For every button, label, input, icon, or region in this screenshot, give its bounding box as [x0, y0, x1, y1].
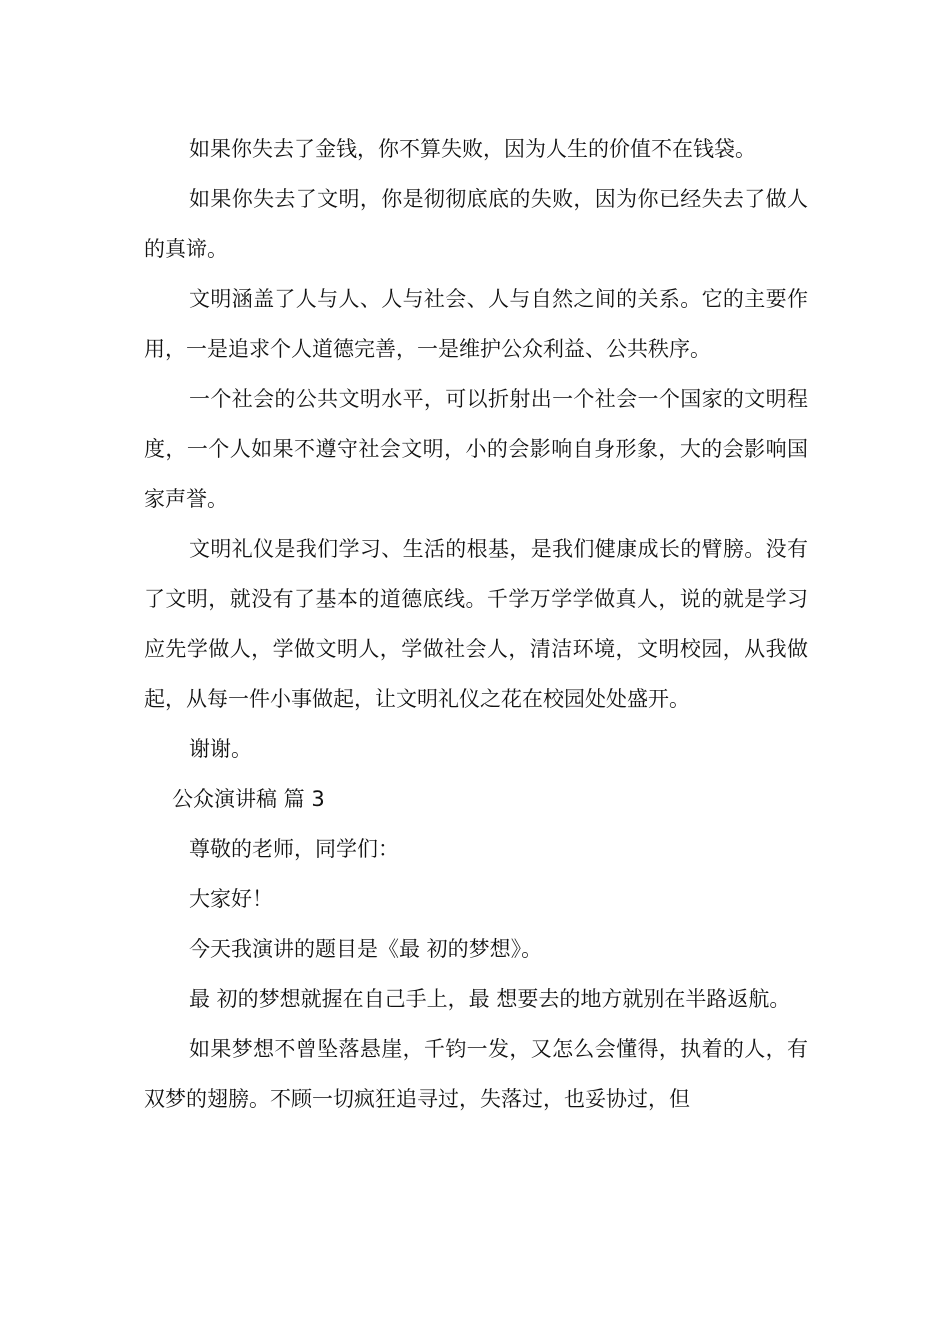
paragraph: 如果你失去了金钱，你不算失败，因为人生的价值不在钱袋。: [189, 137, 756, 161]
document-body: [144, 124, 808, 1124]
paragraph: 文明礼仪是我们学习、生活的根基，是我们健康成长的臂膀。没有了文明，就没有了基本的道德底线。千学万学学做真人，说的就是学习应先学做人，学做文明人，学做社会人，清洁环境，文明校园，从我做起，从每一件小事做起，让文明礼仪之花在校园处处盛开。: [144, 537, 808, 711]
paragraph: 如果梦想不曾坠落悬崖，千钧一发，又怎么会懂得，执着的人，有双梦的翅膀。不顾一切疯狂追寻过，失落过，也妥协过，但: [144, 1037, 808, 1111]
greeting-paragraph: 尊敬的老师，同学们：: [189, 837, 399, 861]
closing-paragraph: 谢谢。: [189, 737, 252, 761]
paragraph: 今天我演讲的题目是《最 初的梦想》。: [189, 937, 543, 961]
paragraph: 如果你失去了文明，你是彻彻底底的失败，因为你已经失去了做人的真谛。: [144, 187, 808, 261]
paragraph: 大家好！: [189, 887, 273, 911]
paragraph: 文明涵盖了人与人、人与社会、人与自然之间的关系。它的主要作用，一是追求个人道德完善，一是维护公众利益、公共秩序。: [144, 287, 808, 361]
paragraph: 一个社会的公共文明水平，可以折射出一个社会一个国家的文明程度，一个人如果不遵守社会文明，小的会影响自身形象，大的会影响国家声誉。: [144, 387, 808, 511]
section-heading: 公众演讲稿 篇 3: [172, 787, 325, 811]
paragraph: 最 初的梦想就握在自己手上，最 想要去的地方就别在半路返航。: [189, 987, 791, 1011]
